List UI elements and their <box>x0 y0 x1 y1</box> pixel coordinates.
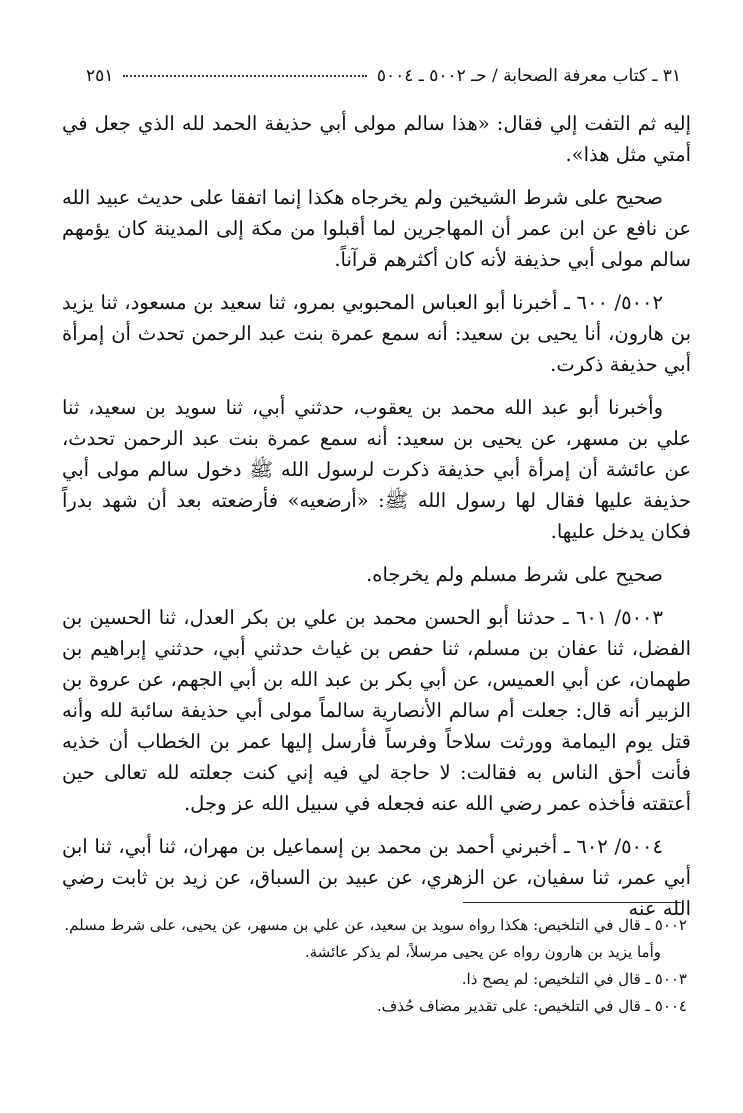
page-number: ٢٥١ <box>86 66 114 86</box>
paragraph-2: صحيح على شرط الشيخين ولم يخرجاه هكذا إنما اتفقا على حديث عبيد الله عن نافع عن ابن عمر أن المهاجرين لما أقبلوا من مكة إلى المدينة كان يؤمهم سالم مولى أبي حذيفة لأنه كان أكثرهم قرآناً. <box>62 186 691 271</box>
footnote-5004: ٥٠٠٤ ـ قال في التلخيص: على تقدير مضاف حُذف. <box>376 997 687 1015</box>
main-text <box>62 108 691 936</box>
footnotes <box>62 912 687 1020</box>
hadith-5004: ٥٠٠٤/ ٦٠٢ ـ أخبرني أحمد بن محمد بن إسماعيل بن مهران، ثنا أبي، ثنا ابن أبي عمر، ثنا سفيان، عن الزهري، عن عبيد بن السباق، عن زيد بن ثابت رضي الله عنه <box>62 835 691 920</box>
footnote-separator <box>463 902 681 903</box>
leader-dots <box>123 75 366 77</box>
paragraph-5: صحيح على شرط مسلم ولم يخرجاه. <box>366 563 663 586</box>
paragraph-4: وأخبرنا أبو عبد الله محمد بن يعقوب، حدثني أبي، ثنا سويد بن سعيد، ثنا علي بن مسهر، عن يحيى بن سعيد: أنه سمع عمرة بنت عبد الرحمن تحدث، عن عائشة أن إمرأة أبي حذيفة ذكرت لرسول الله ﷺ دخول سالم مولى أبي حذيفة عليها فقال لها رسول الله ﷺ: «أرضعيه» فأرضعته بعد أن شهد بدراً فكان يدخل عليها. <box>62 396 691 543</box>
footnote-5002: ٥٠٠٢ ـ قال في التلخيص: هكذا رواه سويد بن سعيد، عن علي بن مسهر، عن يحيى، على شرط مسلم. <box>64 916 687 934</box>
paragraph-1: إليه ثم التفت إلي فقال: «هذا سالم مولى أبي حذيفة الحمد لله الذي جعل في أمتي مثل هذا». <box>62 112 691 166</box>
running-header <box>86 62 681 90</box>
footnote-5002-cont: وأما يزيد بن هارون رواه عن يحيى مرسلاً، لم يذكر عائشة. <box>304 943 661 961</box>
chapter-title: ٣١ ـ كتاب معرفة الصحابة / حـ ٥٠٠٢ ـ ٥٠٠٤ <box>376 66 681 86</box>
hadith-5003: ٥٠٠٣/ ٦٠١ ـ حدثنا أبو الحسن محمد بن علي بن بكر العدل، ثنا الحسين بن الفضل، ثنا عفان بن مسلم، ثنا حفص بن غياث حدثني أبي، حدثني إبراهيم بن طهمان، عن أبي العميس، عن أبي بكر بن عبد الله بن أبي الجهم، عن عروة بن الزبير أنه قال: جعلت أم سالم الأنصارية سالماً مولى أبي حذيفة سائبة لله وأنه قتل يوم اليمامة وورثت سلاحاً وفرساً فأرسل إليها عمر بن الخطاب أن خذيه فأنت أحق الناس به فقالت: لا حاجة لي فيه إني كنت جعلته لله تعالى حين أعتقته فأخذه عمر رضي الله عنه فجعله في سبيل الله عز وجل. <box>62 606 691 815</box>
footnote-5003: ٥٠٠٣ ـ قال في التلخيص: لم يصح ذا. <box>461 970 687 988</box>
hadith-5002: ٥٠٠٢/ ٦٠٠ ـ أخبرنا أبو العباس المحبوبي بمرو، ثنا سعيد بن مسعود، ثنا يزيد بن هارون، أنا يحيى بن سعيد: أنه سمع عمرة بنت عبد الرحمن تحدث أن إمرأة أبي حذيفة ذكرت. <box>62 291 691 376</box>
